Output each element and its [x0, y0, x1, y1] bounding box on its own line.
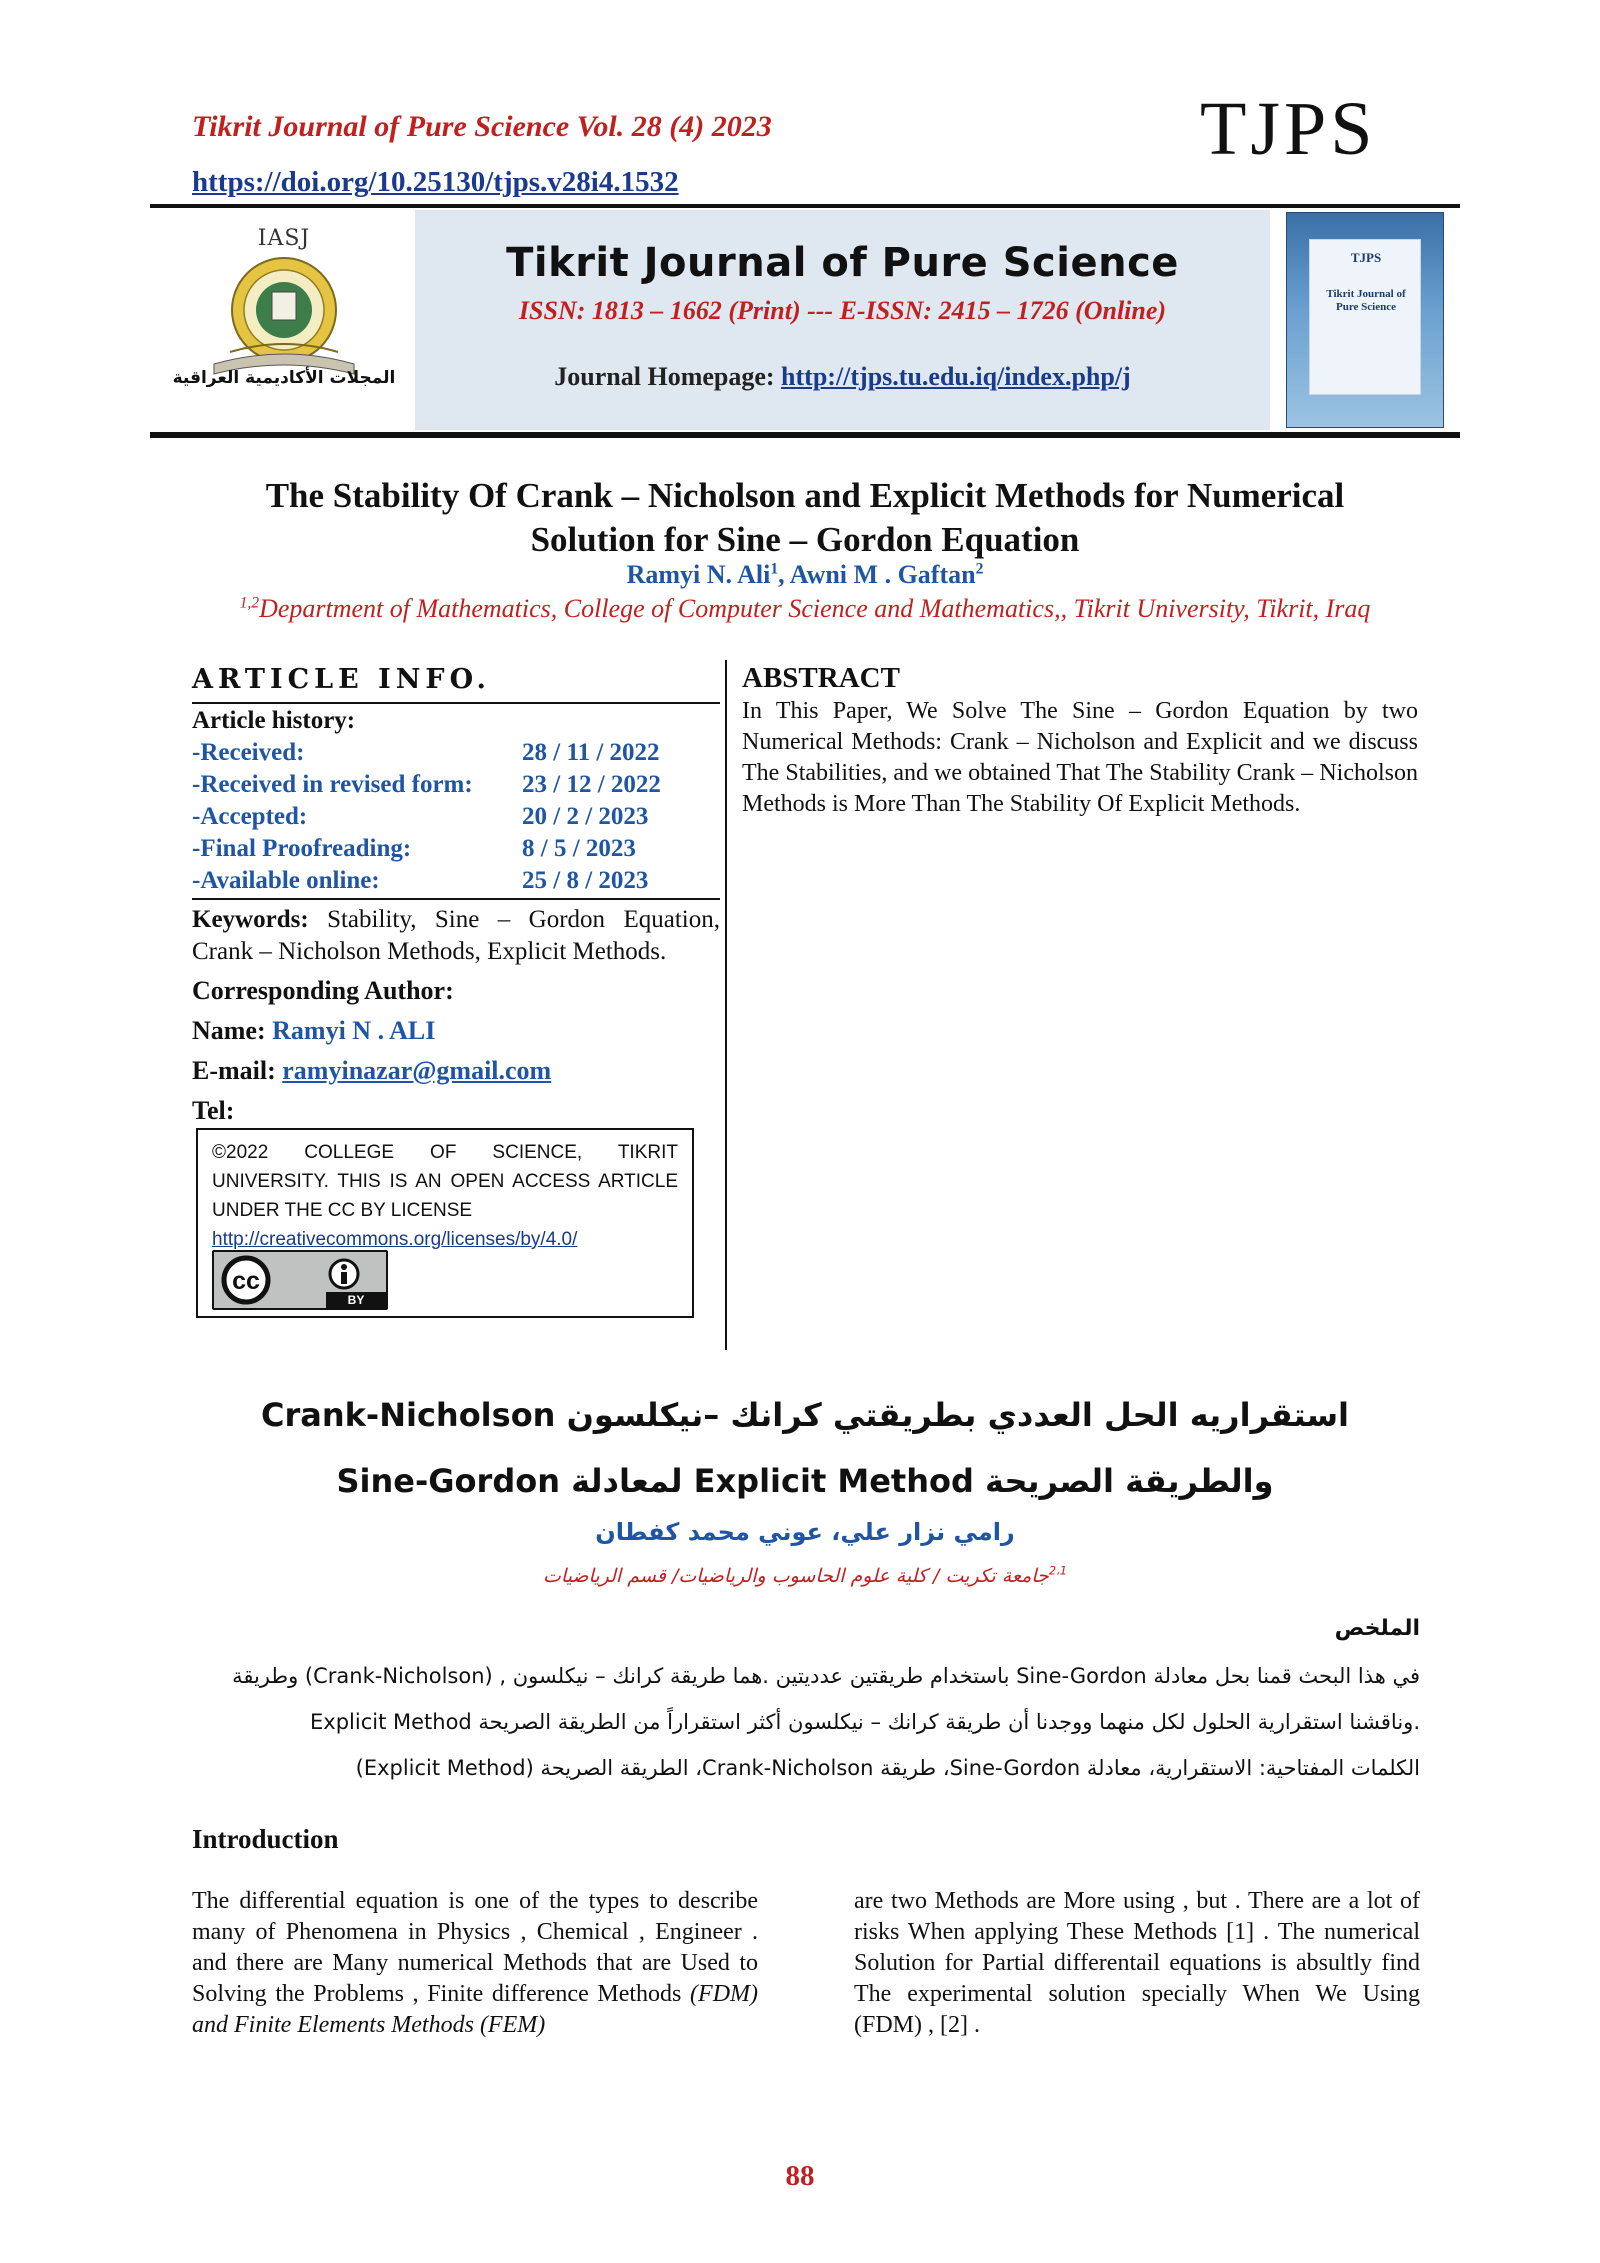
license-line-2: UNIVERSITY. THIS IS AN OPEN ACCESS ARTICLE — [212, 1171, 678, 1192]
license-link[interactable]: http://creativecommons.org/licenses/by/4.0/ — [212, 1229, 578, 1250]
arabic-abstract-line1: في هذا البحث قمنا بحل معادلة Sine-Gordon باستخدام طريقتين عدديتين .هما طريقة كرانك – نيكلسون , (Crank-Nicholson) وطريقة — [232, 1664, 1420, 1688]
author-1-sup: 1 — [770, 560, 779, 578]
by-label: BY — [347, 1293, 365, 1307]
abstract-text: In This Paper, We Solve The Sine – Gordon Equation by two Numerical Methods: Crank – Nicholson and Explicit and we discuss The Stabilities, and we obtained That The Stability Crank – Nicholson Methods is More Than The Stability Of Explicit Methods. — [742, 698, 1418, 817]
journal-cover-image — [1286, 212, 1444, 428]
article-info-heading: ARTICLE INFO. — [192, 664, 491, 695]
paper-authors — [150, 560, 1460, 590]
arabic-title-line1: استقراريه الحل العددي بطريقتي كرانك –نيكلسون Crank-Nicholson — [260, 1396, 1349, 1434]
history-label: -Received in revised form: — [192, 771, 473, 798]
article-history-label: Article history: — [192, 707, 356, 734]
tel-label: Tel: — [192, 1096, 235, 1125]
introduction-column-1 — [192, 1886, 758, 2041]
affiliation-text: Department of Mathematics, College of Computer Science and Mathematics,, Tikrit University, Tikrit, Iraq — [259, 594, 1371, 623]
article-info-rule-bottom — [192, 898, 720, 900]
arabic-abstract-heading: الملخص — [1334, 1616, 1420, 1641]
iasj-logo-text: IASJ — [257, 226, 311, 251]
history-row-online — [192, 867, 712, 895]
arabic-affiliation — [150, 1565, 1460, 1587]
author-2-sup: 2 — [975, 560, 984, 578]
history-date: 28 / 11 / 2022 — [522, 739, 660, 766]
history-date: 23 / 12 / 2022 — [522, 771, 661, 798]
banner-top-rule — [150, 204, 1460, 208]
history-row-accepted — [192, 803, 712, 831]
history-label: -Accepted: — [192, 803, 308, 830]
license-line-1: ©2022 COLLEGE OF SCIENCE, TIKRIT — [212, 1142, 678, 1163]
name-label: Name: — [192, 1016, 273, 1045]
cc-label: cc — [232, 1267, 260, 1295]
history-date: 25 / 8 / 2023 — [522, 867, 649, 894]
cover-abbr: TJPS — [1350, 250, 1382, 265]
introduction-col1-text: The differential equation is one of the types to describe many of Phenomena in Physics , Chemical , Engineer . and there are Many numerical Methods that are Used to Solving the Problems , Finite difference Methods — [192, 1888, 758, 2007]
banner-bottom-rule — [150, 432, 1460, 438]
journal-homepage — [415, 362, 1270, 392]
introduction-column-2: are two Methods are More using , but . There are a lot of risks When applying These Methods [1] . The numerical Solution for Partial differentail equations is absultly find The experimental solution specially When We Using (FDM) , [2] . — [854, 1888, 1420, 2038]
arabic-title-line2: والطريقة الصريحة Explicit Method لمعادلة Sine-Gordon — [336, 1462, 1274, 1500]
paper-title — [150, 474, 1460, 562]
journal-citation: Tikrit Journal of Pure Science Vol. 28 (4) 2023 — [192, 110, 772, 143]
history-label: -Received: — [192, 739, 305, 766]
author-email-link[interactable]: ramyinazar@gmail.com — [282, 1056, 552, 1085]
cover-band — [1309, 239, 1421, 395]
keywords-text: Stability, Sine – Gordon Equation, Crank – Nicholson Methods, Explicit Methods. — [192, 906, 720, 965]
history-row-revised — [192, 771, 712, 799]
corresponding-author-label: Corresponding Author: — [192, 976, 454, 1005]
history-label: -Final Proofreading: — [192, 835, 412, 862]
arabic-affiliation-text: جامعة تكريت / كلية علوم الحاسوب والرياضيات/ قسم الرياضيات — [543, 1565, 1049, 1587]
arabic-keywords: الكلمات المفتاحية: الاستقرارية، معادلة Sine-Gordon، طريقة Crank-Nicholson، الطريقة الصريحة (Explicit Method) — [355, 1756, 1420, 1780]
license-line-3: UNDER THE CC BY LICENSE — [212, 1200, 473, 1221]
banner-issn: ISSN: 1813 – 1662 (Print) --- E-ISSN: 2415 – 1726 (Online) — [518, 296, 1167, 325]
cover-title: Tikrit Journal of Pure Science — [1326, 288, 1406, 313]
doi-link[interactable]: https://doi.org/10.25130/tjps.v28i4.1532 — [192, 166, 679, 198]
keywords-label: Keywords: — [192, 906, 309, 933]
iasj-logo — [160, 222, 408, 422]
author-name: Ramyi N . ALI — [272, 1016, 436, 1045]
introduction-col1-italic: (FDM) and Finite Elements Methods (FEM) — [192, 1981, 759, 2038]
homepage-label: Journal Homepage: — [554, 362, 782, 391]
journal-mark: TJPS — [1200, 87, 1377, 171]
paper-title-line2: Solution for Sine – Gordon Equation — [530, 520, 1080, 559]
author-2: Awni M . Gaftan — [789, 560, 976, 589]
iasj-logo-arabic: المجلات الأكاديمية العراقية — [172, 368, 396, 388]
arabic-abstract-line2: Explicit Method وناقشنا استقرارية الحلول لكل منهما ووجدنا أن طريقة كرانك – نيكلسون أكثر استقراراً من الطريقة الصريحة. — [310, 1710, 1420, 1734]
affiliation-sup: 1,2 — [239, 594, 260, 612]
license-box — [196, 1128, 694, 1318]
paper-affiliation — [150, 594, 1460, 624]
author-name-line — [192, 1016, 435, 1046]
history-date: 20 / 2 / 2023 — [522, 803, 649, 830]
banner-journal-title: Tikrit Journal of Pure Science — [506, 240, 1179, 286]
arabic-authors: رامي نزار علي، عوني محمد كفطان — [595, 1518, 1015, 1546]
column-divider — [725, 660, 727, 1350]
email-label: E-mail: — [192, 1056, 283, 1085]
homepage-link[interactable]: http://tjps.tu.edu.iq/index.php/j — [781, 362, 1131, 391]
paper-title-line1: The Stability Of Crank – Nicholson and Explicit Methods for Numerical — [265, 476, 1345, 515]
author-email-line — [192, 1056, 551, 1086]
introduction-heading: Introduction — [192, 1824, 339, 1854]
article-info-rule-top — [192, 702, 720, 704]
author-separator: , — [778, 560, 790, 589]
arabic-affiliation-sup: 2،1 — [1048, 1563, 1067, 1578]
history-row-received — [192, 739, 712, 767]
history-label: -Available online: — [192, 867, 380, 894]
cc-by-badge[interactable] — [212, 1250, 388, 1310]
cc-by-icon — [214, 1252, 386, 1308]
history-date: 8 / 5 / 2023 — [522, 835, 636, 862]
history-row-proofreading — [192, 835, 712, 863]
keywords — [192, 904, 720, 968]
iasj-emblem-icon — [160, 248, 408, 388]
page-number: 88 — [785, 2160, 815, 2192]
author-1: Ramyi N. Ali — [626, 560, 771, 589]
abstract-heading: ABSTRACT — [742, 662, 900, 694]
